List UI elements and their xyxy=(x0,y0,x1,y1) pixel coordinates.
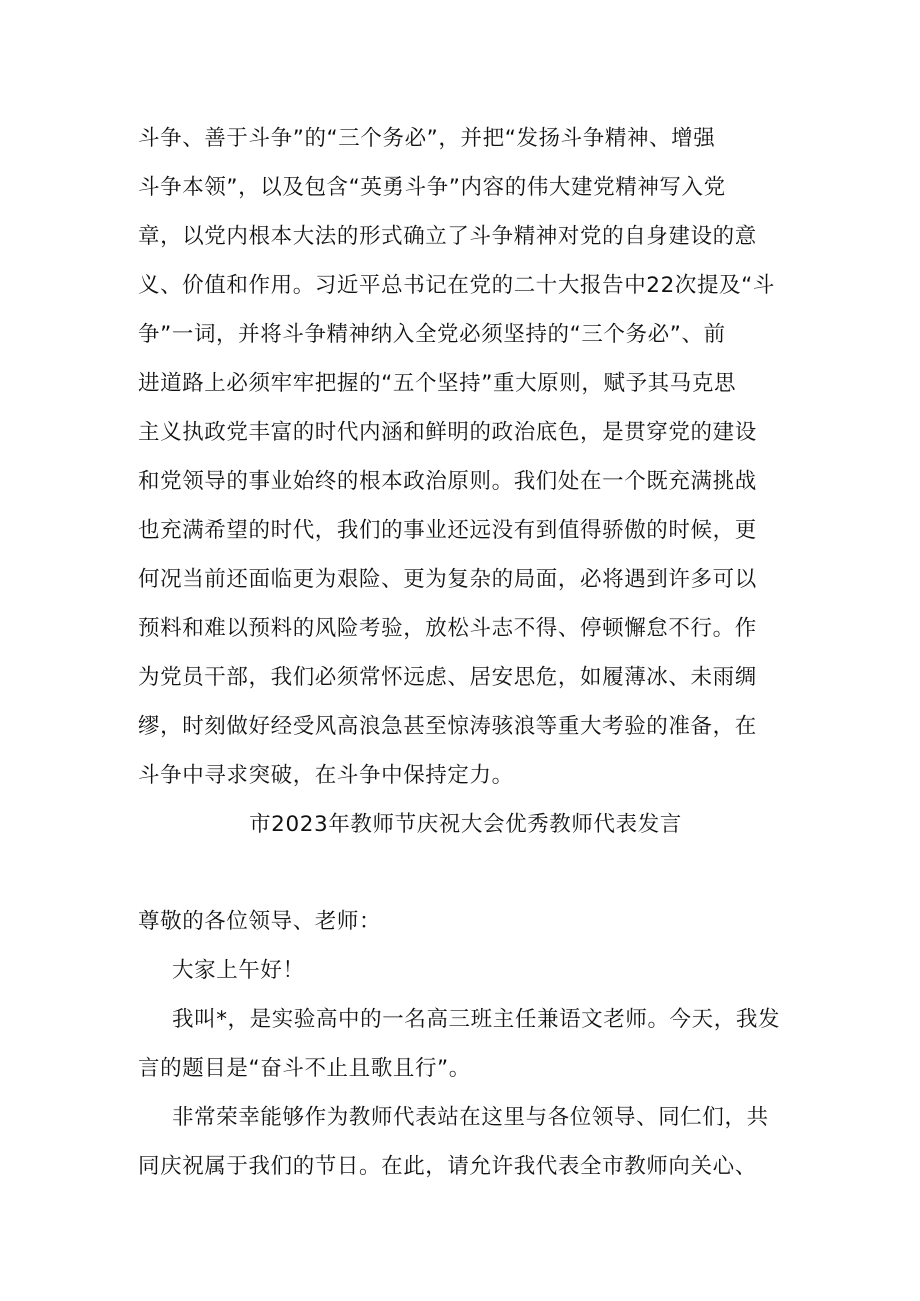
paragraph1-line-14: 斗争中寻求突破，在斗争中保持定力。 xyxy=(138,763,514,788)
paragraph1-line-10: 何况当前还面临更为艰险、更为复杂的局面，必将遇到许多可以 xyxy=(138,567,757,592)
paragraph1-line-2: 斗争本领”，以及包含“英勇斗争”内容的伟大建党精神写入党 xyxy=(138,175,726,200)
paragraph1-line-6: 进道路上必须牢牢把握的“五个坚持”重大原则，赋予其马克思 xyxy=(138,371,737,396)
paragraph1-line-9: 也充满希望的时代，我们的事业还远没有到值得骄傲的时候，更 xyxy=(138,518,757,543)
paragraph3-line-2: 同庆祝属于我们的节日。在此，请允许我代表全市教师向关心、 xyxy=(138,1154,757,1179)
paragraph1-line-13: 缪，时刻做好经受风高浪急甚至惊涛骇浪等重大考验的准备，在 xyxy=(138,714,757,739)
paragraph2-line-2: 言的题目是“奋斗不止且歌且行”。 xyxy=(138,1056,471,1081)
paragraph1-line-3: 章，以党内根本大法的形式确立了斗争精神对党的自身建设的意 xyxy=(138,224,757,249)
paragraph3-line-1: 非常荣幸能够作为教师代表站在这里与各位领导、同仁们，共 xyxy=(172,1105,769,1130)
greeting: 大家上午好！ xyxy=(172,958,305,983)
paragraph1-line-1: 斗争、善于斗争”的“三个务必”，并把“发扬斗争精神、增强 xyxy=(138,126,716,151)
paragraph1-line-4: 义、价值和作用。习近平总书记在党的二十大报告中22次提及“斗 xyxy=(138,273,775,298)
paragraph1-line-11: 预料和难以预料的风险考验，放松斗志不得、停顿懈怠不行。作 xyxy=(138,616,757,641)
paragraph1-line-5: 争”一词，并将斗争精神纳入全党必须坚持的“三个务必”、前 xyxy=(138,322,726,347)
salutation: 尊敬的各位领导、老师： xyxy=(138,909,382,934)
paragraph1-line-7: 主义执政党丰富的时代内涵和鲜明的政治底色，是贯穿党的建设 xyxy=(138,420,757,445)
speech-title: 市2023年教师节庆祝大会优秀教师代表发言 xyxy=(249,812,682,837)
paragraph2-line-1: 我叫*，是实验高中的一名高三班主任兼语文老师。今天，我发 xyxy=(172,1007,781,1032)
paragraph1-line-8: 和党领导的事业始终的根本政治原则。我们处在一个既充满挑战 xyxy=(138,469,757,494)
paragraph1-line-12: 为党员干部，我们必须常怀远虑、居安思危，如履薄冰、未雨绸 xyxy=(138,665,757,690)
